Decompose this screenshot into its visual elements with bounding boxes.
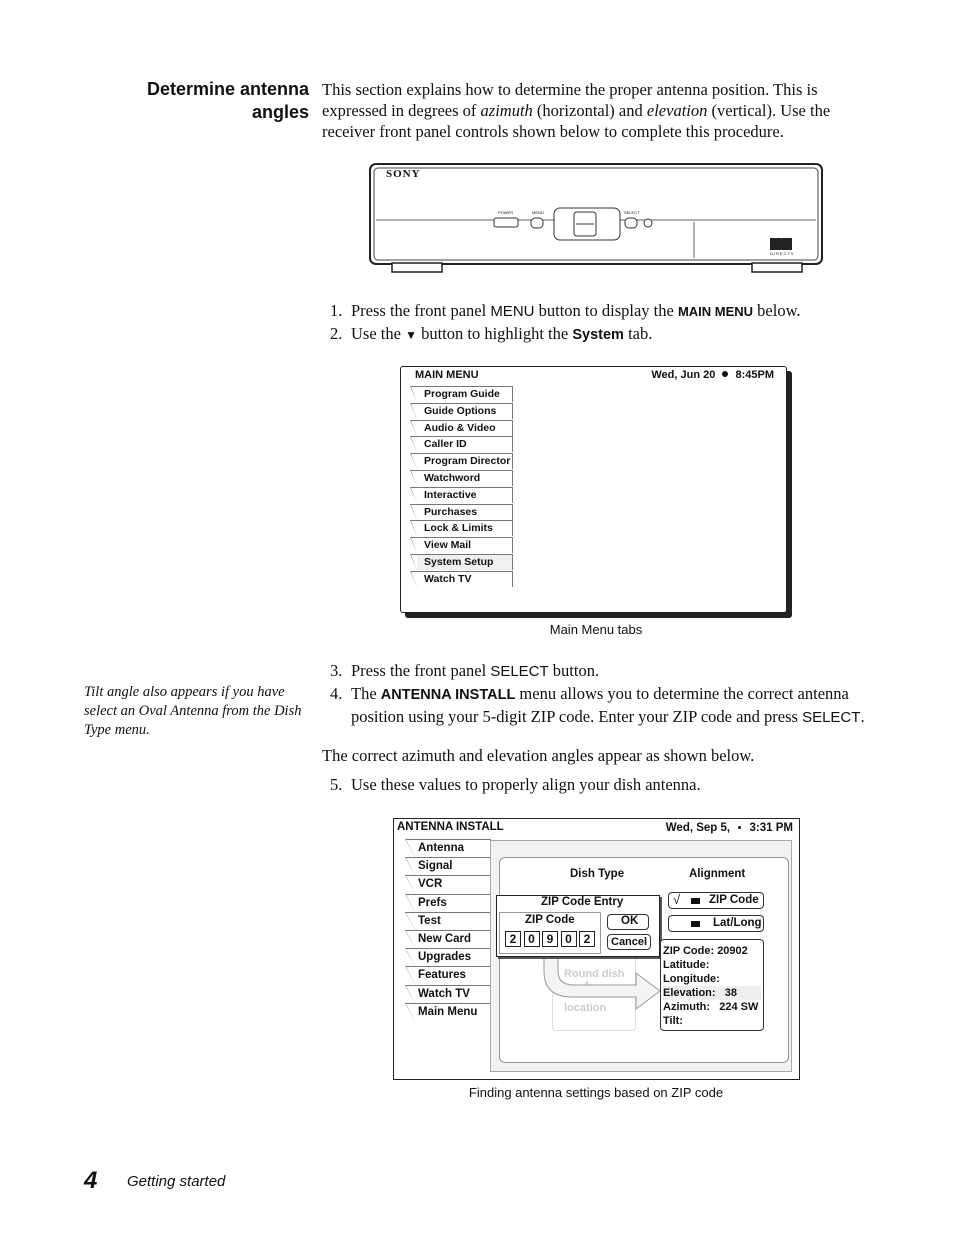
main-menu-tab[interactable]: Guide Options xyxy=(417,403,513,419)
main-menu-tab[interactable]: Purchases xyxy=(417,504,513,520)
ok-button[interactable] xyxy=(607,914,649,930)
antenna-install-tab[interactable]: Signal xyxy=(415,857,491,875)
term-azimuth: azimuth xyxy=(480,101,533,120)
main-menu-tab[interactable]: Watchword xyxy=(417,470,513,486)
step-1: 1. Press the front panel MENU button to display the MAIN MENU below. xyxy=(330,301,801,320)
intro-text-3: (vertical). Use the receiver front panel controls shown below to complete this procedure. xyxy=(322,101,831,141)
steps-list-c xyxy=(330,774,890,795)
zip-entry-title: ZIP Code Entry xyxy=(541,896,624,908)
page-number: 4 xyxy=(84,1167,98,1194)
antenna-install-datetime: Wed, Sep 5, 3:31 PM xyxy=(665,822,793,834)
antenna-install-tab[interactable]: VCR xyxy=(415,875,491,893)
dot-icon xyxy=(738,826,741,829)
footer-section-title: Getting started xyxy=(127,1173,226,1190)
section-heading xyxy=(100,78,309,124)
ghost-round-dish: Round dish xyxy=(564,968,625,980)
main-menu-tab[interactable]: System Setup xyxy=(417,554,513,570)
result-azimuth: Azimuth: 224 SW xyxy=(663,1001,759,1013)
cancel-button-label: Cancel xyxy=(611,936,648,948)
receiver-drawing xyxy=(368,162,824,274)
zip-digit: 2 xyxy=(505,931,521,947)
result-paragraph: The correct azimuth and elevation angles appear as shown below. xyxy=(322,746,755,765)
screen-frame xyxy=(400,366,787,613)
main-menu-tab[interactable]: Watch TV xyxy=(417,571,513,587)
antenna-install-tab[interactable]: Watch TV xyxy=(415,985,491,1003)
steps-list-b xyxy=(330,660,890,728)
main-menu-screen xyxy=(400,366,792,618)
option-zip-code[interactable] xyxy=(668,892,764,909)
receiver-front-panel xyxy=(368,162,824,274)
zip-digit: 0 xyxy=(524,931,540,947)
main-menu-datetime: Wed, Jun 20 8:45PM xyxy=(651,369,774,381)
intro-text-2: (horizontal) and xyxy=(532,101,647,120)
brand-logo: SONY xyxy=(386,168,421,180)
main-menu-caption: Main Menu tabs xyxy=(549,622,643,637)
antenna-install-title: ANTENNA INSTALL xyxy=(397,821,504,833)
zip-digit: 0 xyxy=(561,931,577,947)
antenna-install-tab[interactable]: Prefs xyxy=(415,894,491,912)
menu-label: MENU xyxy=(532,210,544,215)
main-menu-tab[interactable]: View Mail xyxy=(417,537,513,553)
result-zip: ZIP Code: 20902 xyxy=(663,945,748,957)
result-tilt: Tilt: xyxy=(663,1015,683,1027)
tilt-sidenote: Tilt angle also appears if you have select an Oval Antenna from the Dish Type menu. xyxy=(84,684,302,738)
step-3: 3. Press the front panel SELECT button. xyxy=(330,661,600,680)
antenna-install-screen xyxy=(393,818,800,1080)
intro-paragraph xyxy=(322,79,882,142)
intro-text-1: This section explains how to determine the proper antenna position. This is expressed in degrees of xyxy=(322,80,818,120)
main-menu-tab[interactable]: Program Guide xyxy=(417,386,513,402)
zip-digit: 9 xyxy=(542,931,558,947)
arrow-icon xyxy=(540,953,664,1015)
result-latitude: Latitude: xyxy=(663,959,710,971)
result-longitude: Longitude: xyxy=(663,973,720,985)
main-menu-tab[interactable]: Interactive xyxy=(417,487,513,503)
option-zip-code-label: ZIP Code xyxy=(709,894,759,906)
select-label: SELECT xyxy=(624,210,640,215)
step-5: 5. Use these values to properly align your dish antenna. xyxy=(330,775,701,794)
heading-line-2: angles xyxy=(251,102,309,122)
antenna-install-tab[interactable]: Test xyxy=(415,912,491,930)
cancel-button[interactable] xyxy=(607,934,651,950)
main-menu-tab[interactable]: Program Director xyxy=(417,453,513,469)
down-arrow-icon: ▼ xyxy=(405,328,417,342)
antenna-results-panel xyxy=(660,939,764,1031)
alignment-label: Alignment xyxy=(689,868,746,880)
heading-line-1: Determine antenna xyxy=(146,79,309,99)
antenna-install-caption: Finding antenna settings based on ZIP code xyxy=(468,1085,724,1100)
result-elevation: Elevation: 38 xyxy=(663,986,761,1000)
antenna-install-tab[interactable]: New Card xyxy=(415,930,491,948)
zip-digit: 2 xyxy=(579,931,595,947)
main-menu-title: MAIN MENU xyxy=(415,369,479,381)
step-2: 2. Use the ▼ button to highlight the System tab. xyxy=(330,324,653,343)
term-elevation: elevation xyxy=(646,101,708,120)
bullet-icon xyxy=(691,921,700,927)
zip-code-label: ZIP Code xyxy=(525,914,575,926)
antenna-install-tab[interactable]: Main Menu xyxy=(415,1003,491,1021)
ghost-location: location xyxy=(564,1002,607,1014)
check-icon: √ xyxy=(673,892,681,907)
step-4: 4. The ANTENNA INSTALL menu allows you to determine the correct antenna position using your 5-digit ZIP code. Enter your ZIP code and press SELECT. xyxy=(330,684,865,726)
main-menu-tab[interactable]: Caller ID xyxy=(417,436,513,452)
option-lat-long[interactable] xyxy=(668,915,764,932)
main-menu-tab[interactable]: Lock & Limits xyxy=(417,520,513,536)
zip-code-entry-dialog xyxy=(496,895,660,957)
power-label: POWER xyxy=(498,210,514,215)
directv-logo: DIRECTV xyxy=(770,251,795,256)
antenna-install-tab[interactable]: Antenna xyxy=(415,839,491,857)
dot-icon xyxy=(722,371,728,377)
main-menu-tab[interactable]: Audio & Video xyxy=(417,420,513,436)
dish-type-label: Dish Type xyxy=(570,868,625,880)
steps-list-a xyxy=(330,300,890,346)
option-lat-long-label: Lat/Long xyxy=(713,917,762,929)
antenna-install-tab[interactable]: Upgrades xyxy=(415,948,491,966)
antenna-install-tab[interactable]: Features xyxy=(415,966,491,984)
bullet-icon xyxy=(691,898,700,904)
ok-button-label: OK xyxy=(621,915,639,927)
